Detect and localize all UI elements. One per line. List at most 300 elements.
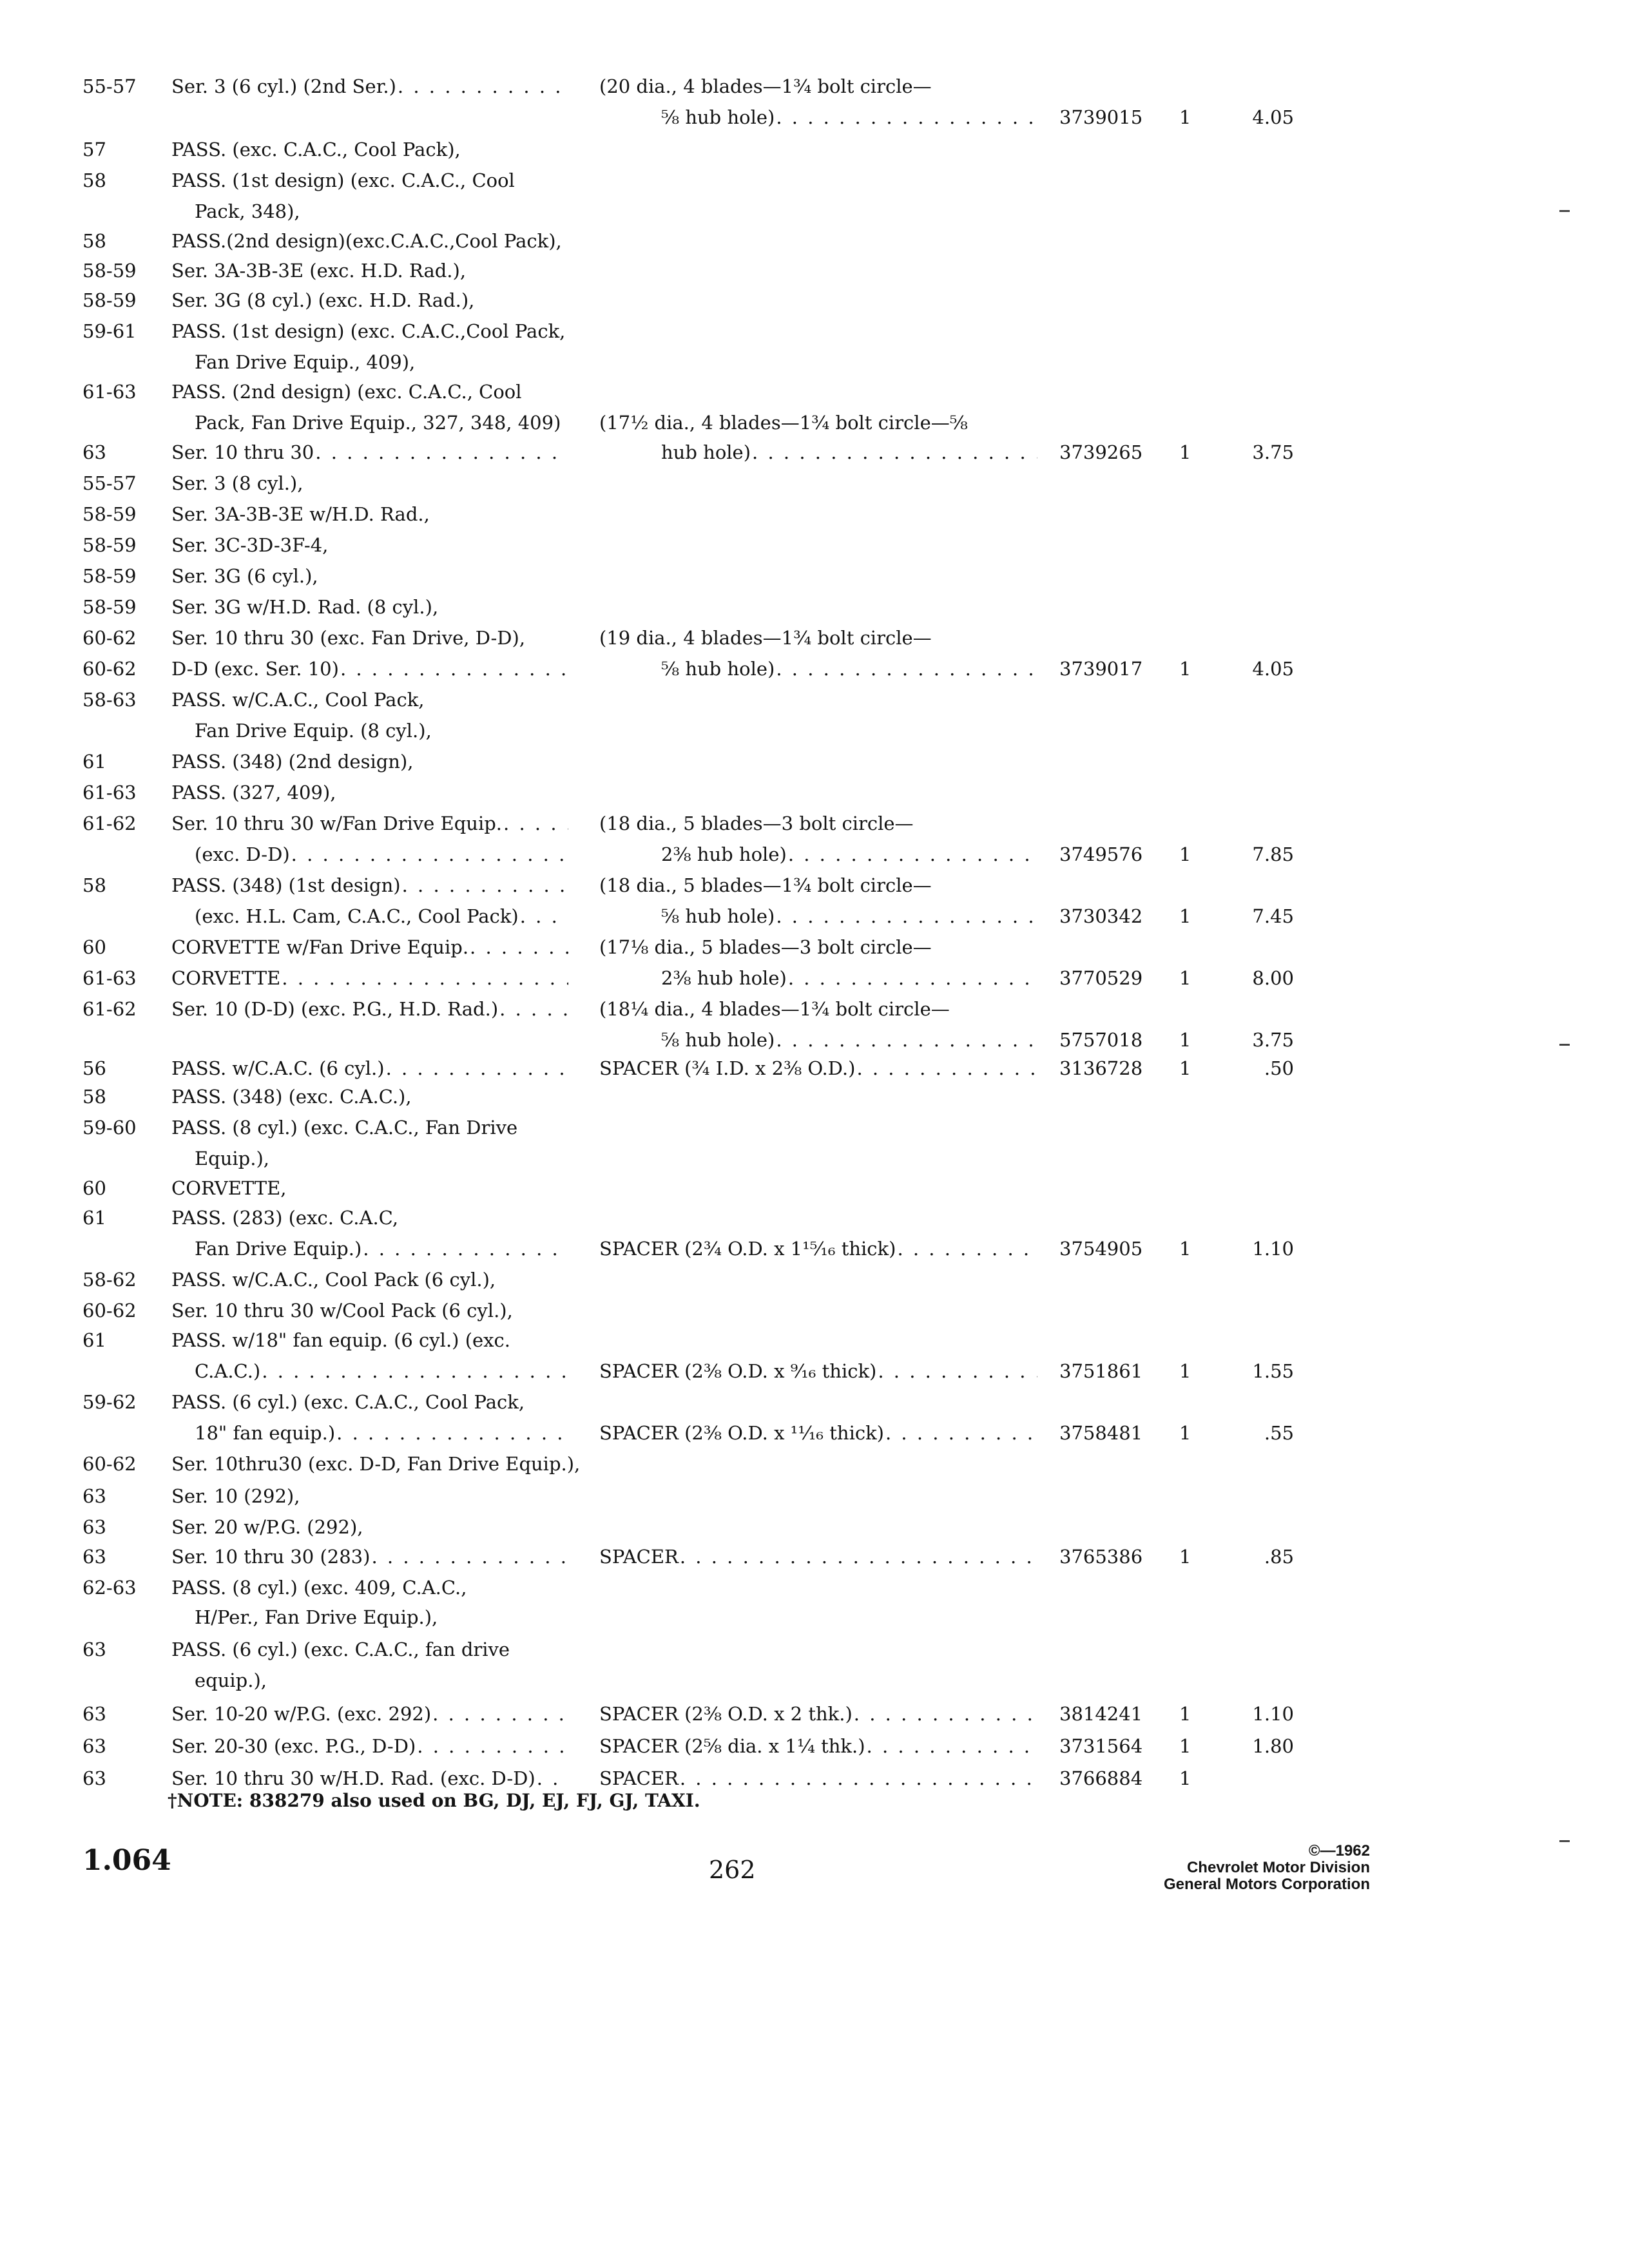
description-cell-text: SPACER (2⅜ O.D. x 2 thk.) [599,1703,853,1725]
table-row [0,1447,1629,1481]
model-cell [171,590,568,624]
quantity-cell: 1 [1179,658,1191,680]
table-row [0,776,1629,809]
quantity-cell: 1 [1179,1703,1191,1725]
model-cell [171,70,568,103]
model-cell [171,466,568,500]
dot-leader [280,961,568,995]
part-number-cell: 3758481 [1059,1422,1143,1444]
model-cell-text: PASS. (348) (exc. C.A.C.), [171,1086,412,1108]
model-cell [171,621,568,655]
dot-leader [775,101,1037,134]
model-cell [171,314,568,348]
table-row [0,961,1629,995]
dot-leader [679,1762,1037,1795]
model-cell-text: 18" fan equip.) [195,1422,336,1444]
model-cell-text: PASS. (1st design) (exc. C.A.C.,Cool Pack, [171,320,566,342]
description-cell-text: SPACER (2⅜ O.D. x ¹¹⁄₁₆ thick) [599,1422,884,1444]
dot-leader [853,1697,1037,1731]
quantity-cell: 1 [1179,1422,1191,1444]
table-row [0,284,1629,317]
table-row [0,375,1629,408]
dot-leader [751,436,1037,469]
year-cell: 58-63 [82,689,137,711]
model-cell [171,133,568,166]
description-cell [599,1697,1037,1731]
model-cell-text: (exc. D-D) [195,843,290,865]
year-cell: 61-63 [82,967,137,989]
description-cell [599,807,1037,840]
model-cell [171,254,568,287]
dot-leader [775,899,1037,933]
year-cell: 58-59 [82,596,137,618]
description-cell [661,961,1037,995]
table-row [0,1263,1629,1296]
year-cell: 57 [82,139,106,160]
model-cell [171,652,568,686]
model-cell-text: PASS. (8 cyl.) (exc. C.A.C., Fan Drive [171,1117,518,1139]
description-cell [661,436,1037,469]
model-cell-text: Ser. 10 (292), [171,1485,300,1507]
model-cell [171,869,568,902]
year-cell: 56 [82,1057,106,1079]
year-cell: 60 [82,936,106,958]
year-cell: 55-57 [82,75,137,97]
table-row [0,164,1629,197]
model-cell [171,164,568,197]
table-row [0,1354,1629,1388]
quantity-cell: 1 [1179,106,1191,128]
margin-mark [1559,210,1570,212]
year-cell: 61 [82,751,106,773]
table-row [0,1385,1629,1419]
model-cell [171,1697,568,1731]
model-cell-text: PASS. w/C.A.C., Cool Pack, [171,689,425,711]
description-cell [599,869,1037,902]
model-cell [171,1633,568,1666]
year-cell: 61-62 [82,998,137,1020]
description-cell [599,992,1037,1026]
dot-leader [519,899,568,933]
model-cell [171,745,568,778]
dot-leader [370,1540,568,1573]
year-cell: 58 [82,230,106,252]
dot-leader [335,1416,568,1450]
description-cell [661,899,1037,933]
description-cell-text: 2⅜ hub hole) [661,843,787,865]
table-row [0,590,1629,624]
dot-leader [416,1729,568,1763]
model-cell-text: PASS. (2nd design) (exc. C.A.C., Cool [171,381,522,403]
table-row [0,1416,1629,1450]
dot-leader [787,838,1037,871]
table-row [0,621,1629,655]
part-number-cell: 3739265 [1059,441,1143,463]
model-cell-text: equip.), [195,1669,267,1691]
year-cell: 55-57 [82,472,137,494]
corporation-name: General Motors Corporation [1163,1876,1370,1893]
model-cell [171,683,568,716]
model-cell-text: H/Per., Fan Drive Equip.), [195,1606,438,1628]
model-cell-text: Fan Drive Equip., 409), [195,351,416,373]
model-cell [171,1201,568,1235]
table-row [0,254,1629,287]
model-cell-text: Equip.), [195,1148,269,1169]
description-cell-text: (17½ dia., 4 blades—1¾ bolt circle—⅝ [599,412,968,434]
dot-leader [396,70,568,103]
part-number-cell: 5757018 [1059,1029,1143,1051]
table-row [0,1080,1629,1113]
table-row [0,992,1629,1026]
margin-mark [1559,1840,1570,1842]
part-number-cell: 3754905 [1059,1238,1143,1260]
description-cell-text: ⅝ hub hole) [661,1029,775,1051]
model-cell [171,1111,568,1144]
table-row [0,466,1629,500]
price-cell: .85 [1264,1546,1294,1568]
model-cell-text: Ser. 3 (8 cyl.), [171,472,304,494]
part-number-cell: 3751861 [1059,1360,1143,1382]
model-cell-text: PASS. (exc. C.A.C., Cool Pack), [171,139,461,160]
year-cell: 63 [82,1703,106,1725]
table-row [0,497,1629,531]
part-number-cell: 3739017 [1059,658,1143,680]
table-row [0,807,1629,840]
description-cell-text: SPACER [599,1546,679,1568]
year-cell: 63 [82,1485,106,1507]
description-cell-text: (18 dia., 5 blades—3 bolt circle— [599,812,914,834]
model-cell [171,436,568,469]
model-cell-text: PASS. w/C.A.C., Cool Pack (6 cyl.), [171,1269,496,1291]
model-cell-text: Ser. 10 thru 30 w/Fan Drive Equip. [171,812,503,834]
description-cell [599,1540,1037,1573]
year-cell: 61 [82,1329,106,1351]
model-cell-text: PASS. w/18" fan equip. (6 cyl.) (exc. [171,1329,510,1351]
description-cell-text: ⅝ hub hole) [661,658,775,680]
table-row [0,1510,1629,1544]
table-row [0,1571,1629,1604]
table-row [0,1540,1629,1573]
model-cell-text: PASS. (8 cyl.) (exc. 409, C.A.C., [171,1577,467,1599]
table-row [0,528,1629,562]
quantity-cell: 1 [1179,441,1191,463]
model-cell-text: PASS. (348) (1st design) [171,874,401,896]
model-cell-text: PASS. w/C.A.C. (6 cyl.) [171,1057,385,1079]
description-cell [599,1729,1037,1763]
description-cell-text: SPACER (2¾ O.D. x 1¹⁵⁄₁₆ thick) [599,1238,896,1260]
model-cell [171,1263,568,1296]
table-row [0,1142,1629,1175]
model-cell-text: C.A.C.) [195,1360,261,1382]
table-row [0,930,1629,964]
model-cell [171,961,568,995]
model-cell-text: PASS. (6 cyl.) (exc. C.A.C., Cool Pack, [171,1391,525,1413]
price-cell: 1.10 [1252,1238,1294,1260]
model-cell [171,497,568,531]
dot-leader [431,1697,568,1731]
table-row [0,838,1629,871]
model-cell-text: Ser. 10 thru 30 w/Cool Pack (6 cyl.), [171,1300,513,1321]
model-cell [195,899,568,933]
price-cell: .50 [1264,1057,1294,1079]
model-cell-text: PASS. (1st design) (exc. C.A.C., Cool [171,169,515,191]
part-number-cell: 3136728 [1059,1057,1143,1079]
model-cell-text: Fan Drive Equip. (8 cyl.), [195,720,432,742]
dot-leader [339,652,568,686]
quantity-cell: 1 [1179,967,1191,989]
model-cell [195,195,568,228]
model-cell [171,1447,581,1481]
year-cell: 61-63 [82,381,137,403]
year-cell: 58 [82,169,106,191]
quantity-cell: 1 [1179,1360,1191,1382]
year-cell: 58-59 [82,503,137,525]
description-cell-text: (20 dia., 4 blades—1¾ bolt circle— [599,75,932,97]
year-cell: 58 [82,874,106,896]
model-cell [171,1571,568,1604]
description-cell [599,621,1037,655]
table-row [0,1633,1629,1666]
part-number-cell: 3814241 [1059,1703,1143,1725]
model-cell-text: Ser. 3A-3B-3E w/H.D. Rad., [171,503,430,525]
table-row [0,1111,1629,1144]
model-cell-text: (exc. H.L. Cam, C.A.C., Cool Pack) [195,905,519,927]
table-row [0,1600,1629,1634]
model-cell-text: Ser. 10 thru 30 (exc. Fan Drive, D-D), [171,627,526,649]
dot-leader [361,1232,568,1265]
year-cell: 60-62 [82,1300,137,1321]
table-row [0,1479,1629,1513]
year-cell: 60-62 [82,658,137,680]
price-cell: 7.85 [1252,843,1294,865]
part-number-cell: 3739015 [1059,106,1143,128]
description-cell-text: SPACER (¾ I.D. x 2⅜ O.D.) [599,1057,856,1079]
margin-mark [1559,1044,1570,1046]
table-row [0,1323,1629,1357]
year-cell: 58 [82,1086,106,1108]
table-row [0,345,1629,379]
model-cell [171,807,568,840]
price-cell: .55 [1264,1422,1294,1444]
model-cell [171,1540,568,1573]
table-row [0,1664,1629,1697]
table-row [0,224,1629,258]
dot-leader [884,1416,1037,1450]
model-cell-text: Ser. 10-20 w/P.G. (exc. 292) [171,1703,432,1725]
year-cell: 63 [82,1546,106,1568]
description-cell [599,1354,1037,1388]
quantity-cell: 1 [1179,843,1191,865]
model-cell [171,375,568,408]
description-cell-text: 2⅜ hub hole) [661,967,787,989]
table-row [0,1294,1629,1327]
model-cell [171,992,568,1026]
table-row [0,133,1629,166]
model-cell-text: CORVETTE, [171,1177,287,1199]
price-cell: 4.05 [1252,106,1294,128]
table-row [0,195,1629,228]
description-cell-text: ⅝ hub hole) [661,905,775,927]
model-cell-text: PASS. (6 cyl.) (exc. C.A.C., fan drive [171,1639,510,1660]
dot-leader [896,1232,1037,1265]
description-cell [661,652,1037,686]
table-row [0,745,1629,778]
quantity-cell: 1 [1179,1057,1191,1079]
dot-leader [401,869,568,902]
description-cell-text: SPACER (2⅝ dia. x 1¼ thk.) [599,1735,865,1757]
model-cell [195,1664,568,1697]
table-row [0,714,1629,747]
year-cell: 58-59 [82,565,137,587]
year-cell: 58-59 [82,260,137,282]
model-cell [195,406,568,439]
year-cell: 59-62 [82,1391,137,1413]
dot-leader [290,838,568,871]
model-cell-text: Ser. 10 thru 30 [171,441,314,463]
model-cell-text: D-D (exc. Ser. 10) [171,658,339,680]
table-row [0,1232,1629,1265]
part-number-cell: 3730342 [1059,905,1143,927]
model-cell [171,1323,568,1357]
quantity-cell: 1 [1179,1735,1191,1757]
year-cell: 63 [82,1735,106,1757]
model-cell [171,1080,568,1113]
dot-leader [865,1729,1037,1763]
year-cell: 63 [82,1516,106,1538]
model-cell [171,1171,568,1205]
price-cell: 1.80 [1252,1735,1294,1757]
year-cell: 58-59 [82,534,137,556]
model-cell-text: PASS.(2nd design)(exc.C.A.C.,Cool Pack), [171,230,562,252]
table-row [0,1201,1629,1235]
dot-leader [502,807,568,840]
table-row [0,652,1629,686]
model-cell [171,559,568,593]
model-cell [195,1354,568,1388]
footnote: †NOTE: 838279 also used on BG, DJ, EJ, FJ, GJ, TAXI. [168,1790,700,1811]
price-cell: 7.45 [1252,905,1294,927]
model-cell [171,930,568,964]
model-cell [195,1232,568,1265]
dot-leader [775,652,1037,686]
table-row [0,559,1629,593]
part-number-cell: 3770529 [1059,967,1143,989]
price-cell: 1.55 [1252,1360,1294,1382]
model-cell-text: Ser. 3A-3B-3E (exc. H.D. Rad.), [171,260,467,282]
year-cell: 60-62 [82,1453,137,1475]
price-cell: 8.00 [1252,967,1294,989]
model-cell [195,714,568,747]
year-cell: 63 [82,441,106,463]
model-cell [171,284,568,317]
model-cell [171,776,568,809]
model-cell [171,528,568,562]
description-cell [599,70,1037,103]
description-cell [599,406,1037,439]
model-cell-text: CORVETTE [171,967,281,989]
description-cell [661,101,1037,134]
copyright-block [1035,1843,1370,1893]
table-row [0,1697,1629,1731]
model-cell [171,1729,568,1763]
model-cell [195,838,568,871]
model-cell-text: Ser. 3G (6 cyl.), [171,565,318,587]
dot-leader [314,436,568,469]
part-number-cell: 3765386 [1059,1546,1143,1568]
model-cell [195,1600,568,1634]
model-cell [171,1385,568,1419]
quantity-cell: 1 [1179,1767,1191,1789]
table-row [0,1729,1629,1763]
description-cell-text: SPACER [599,1767,679,1789]
model-cell-text: Ser. 3G w/H.D. Rad. (8 cyl.), [171,596,439,618]
model-cell-text: Ser. 20-30 (exc. P.G., D-D) [171,1735,416,1757]
table-row [0,406,1629,439]
year-cell: 61-63 [82,782,137,803]
year-cell: 59-61 [82,320,137,342]
description-cell-text: (17⅛ dia., 5 blades—3 bolt circle— [599,936,932,958]
model-cell-text: PASS. (348) (2nd design), [171,751,414,773]
dot-leader [679,1540,1037,1573]
table-row [0,869,1629,902]
model-cell-text: Ser. 20 w/P.G. (292), [171,1516,363,1538]
year-cell: 62-63 [82,1577,137,1599]
description-cell-text: (18 dia., 5 blades—1¾ bolt circle— [599,874,932,896]
price-cell: 4.05 [1252,658,1294,680]
description-cell-text: SPACER (2⅜ O.D. x ⁹⁄₁₆ thick) [599,1360,877,1382]
model-cell-text: Ser. 10 thru 30 (283) [171,1546,371,1568]
table-row [0,314,1629,348]
quantity-cell: 1 [1179,1238,1191,1260]
page-number: 262 [709,1856,756,1884]
section-number: 1.064 [82,1844,171,1877]
price-cell: 3.75 [1252,1029,1294,1051]
year-cell: 60 [82,1177,106,1199]
year-cell: 60-62 [82,627,137,649]
description-cell-text: hub hole) [661,441,751,463]
quantity-cell: 1 [1179,1029,1191,1051]
price-cell: 3.75 [1252,441,1294,463]
year-cell: 61-62 [82,812,137,834]
year-cell: 58-59 [82,289,137,311]
description-cell [599,930,1037,964]
description-cell [661,838,1037,871]
table-row [0,899,1629,933]
year-cell: 63 [82,1639,106,1660]
model-cell [195,1142,568,1175]
table-row [0,436,1629,469]
price-cell: 1.10 [1252,1703,1294,1725]
model-cell [171,1510,568,1544]
description-cell [599,1232,1037,1265]
model-cell-text: Ser. 3 (6 cyl.) (2nd Ser.) [171,75,396,97]
year-cell: 58-62 [82,1269,137,1291]
part-number-cell: 3731564 [1059,1735,1143,1757]
model-cell-text: PASS. (283) (exc. C.A.C, [171,1207,399,1229]
model-cell [171,1294,568,1327]
model-cell-text: Ser. 3G (8 cyl.) (exc. H.D. Rad.), [171,289,475,311]
table-row [0,683,1629,716]
part-number-cell: 3766884 [1059,1767,1143,1789]
table-row [0,1171,1629,1205]
description-cell [599,1416,1037,1450]
table-row [0,101,1629,134]
model-cell-text: PASS. (327, 409), [171,782,336,803]
dot-leader [260,1354,568,1388]
model-cell-text: Ser. 10 thru 30 w/H.D. Rad. (exc. D-D) [171,1767,535,1789]
model-cell [171,224,568,258]
dot-leader [787,961,1037,995]
